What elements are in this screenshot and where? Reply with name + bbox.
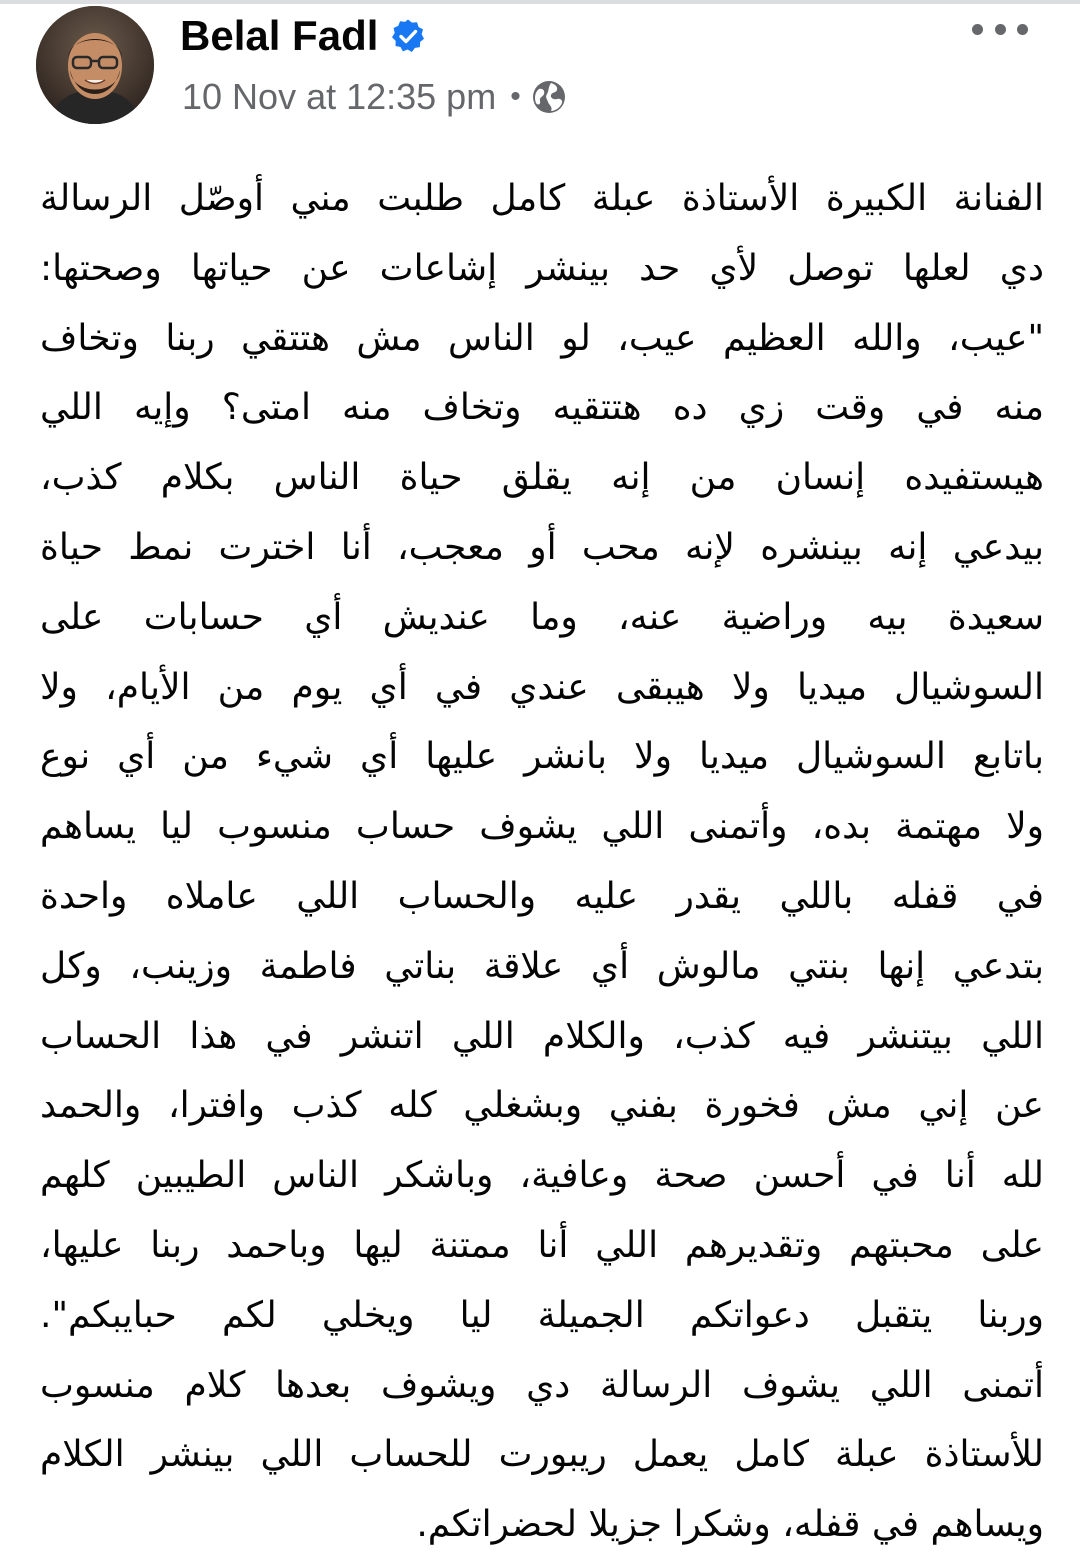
author-row [180, 10, 426, 62]
post-text-line: دي لعلها توصل لأي حد بينشر إشاعات عن حياتها وصحتها: [40, 247, 1044, 289]
more-options-button[interactable] [972, 14, 1028, 44]
post-meta [182, 74, 567, 120]
more-horizontal-icon [995, 24, 1006, 35]
avatar-image [36, 6, 154, 124]
post-text-line: أتمنى اللي يشوف الرسالة دي ويشوف بعدها كلام منسوب [40, 1364, 1044, 1406]
post-text-line: "عيب، والله العظيم عيب، لو الناس مش هتتقي ربنا وتخاف [40, 317, 1044, 359]
verified-badge-icon [390, 18, 426, 54]
post-text-line: هيستفيده إنسان من إنه يقلق حياة الناس بكلام كذب، [40, 457, 1044, 499]
post-text-line: للأستاذة عبلة كامل يعمل ريبورت للحساب اللي بينشر الكلام [40, 1434, 1044, 1476]
post-text-line: ويساهم في قفله، وشكرا جزيلا لحضراتكم. [416, 1504, 1044, 1546]
post-text-line: وربنا يتقبل دعواتكم الجميلة ليا ويخلي لكم حبايبكم". [40, 1294, 1044, 1336]
post-text-line: ولا مهتمة بده، وأتمنى اللي يشوف حساب منسوب ليا يساهم [40, 806, 1044, 848]
more-horizontal-icon [1017, 24, 1028, 35]
post-text-line: على محبتهم وتقديرهم اللي أنا ممتنة ليها وباحمد ربنا عليها، [40, 1224, 1044, 1266]
post-text-line: بيدعي إنه بينشره لإنه محب أو معجب، أنا اخترت نمط حياة [40, 526, 1044, 568]
globe-icon [531, 79, 567, 115]
post-timestamp[interactable]: 10 Nov at 12:35 pm [182, 76, 497, 117]
post-text-line: باتابع السوشيال ميديا ولا بانشر عليها أي شيء من أي نوع [40, 736, 1044, 778]
post-text-line: منه في وقت زي ده هتتقيه وتخاف منه امتى؟ وإيه اللي [40, 387, 1044, 429]
post-text-line: الفنانة الكبيرة الأستاذة عبلة كامل طلبت مني أوصّل الرسالة [40, 178, 1044, 219]
post-text-line: سعيدة بيه وراضية عنه، وما عنديش أي حسابات على [40, 596, 1044, 638]
post-text-line: السوشيال ميديا ولا هيبقى عندي في أي يوم من الأيام، ولا [40, 666, 1044, 708]
post-header [0, 0, 1080, 140]
post-text-line: عن إني مش فخورة بفني وبشغلي كله كذب وافترا، والحمد [40, 1085, 1044, 1127]
author-name[interactable]: Belal Fadl [180, 12, 379, 59]
post-text-line: اللي بيتنشر فيه كذب، والكلام اللي اتنشر في هذا الحساب [40, 1015, 1044, 1057]
post-text [40, 164, 1044, 1560]
meta-separator: • [510, 80, 521, 113]
post-text-line: في قفله باللي يقدر عليه والحساب اللي عاملاه واحدة [40, 875, 1044, 917]
post-text-line: بتدعي إنها بنتي مالوش أي علاقة بناتي فاطمة وزينب، وكل [40, 945, 1044, 987]
avatar[interactable] [36, 6, 154, 124]
more-horizontal-icon [972, 24, 983, 35]
post-text-line: لله أنا في أحسن صحة وعافية، وباشكر الناس الطيبين كلهم [40, 1155, 1044, 1197]
